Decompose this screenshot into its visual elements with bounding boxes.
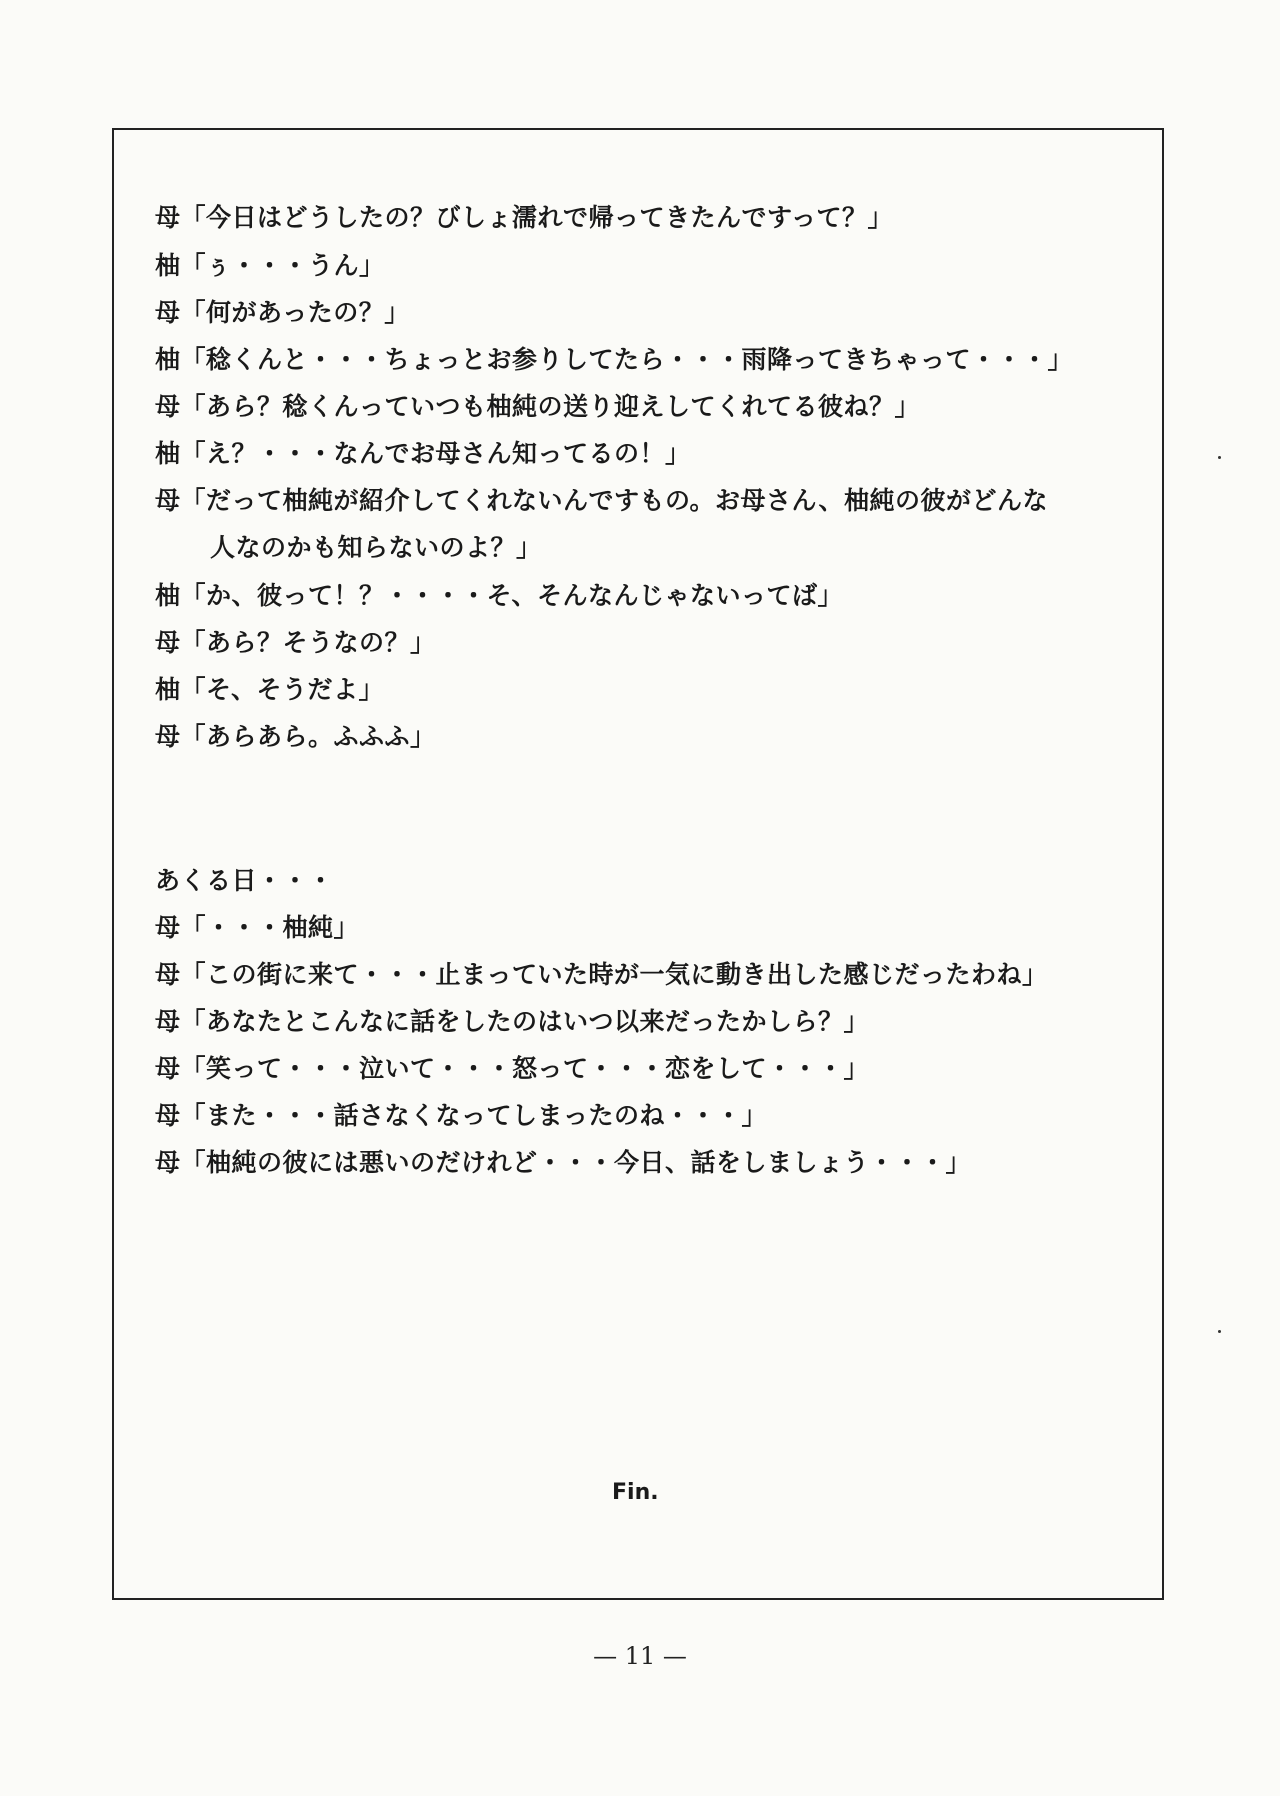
- dialogue-line: 母「この街に来て・・・止まっていた時が一気に動き出した感じだったわね」: [155, 960, 1048, 989]
- dialogue-line: 柚「ぅ・・・うん」: [155, 251, 385, 280]
- dialogue-line: 柚「え？・・・なんでお母さん知ってるの！」: [155, 439, 691, 468]
- dialogue-line: 母「また・・・話さなくなってしまったのね・・・」: [155, 1101, 768, 1130]
- dialogue-line: 母「あら？稔くんっていつも柚純の送り迎えしてくれてる彼ね？」: [155, 392, 921, 421]
- dialogue-line: 母「柚純の彼には悪いのだけれど・・・今日、話をしましょう・・・」: [155, 1148, 972, 1177]
- dialogue-line-continuation: 人なのかも知らないのよ？」: [210, 533, 542, 562]
- scan-speck: [1218, 1330, 1221, 1333]
- dialogue-line: 母「あなたとこんなに話をしたのはいつ以来だったかしら？」: [155, 1007, 870, 1036]
- dialogue-line: 柚「か、彼って！？・・・・そ、そんなんじゃないってば」: [155, 581, 844, 610]
- dialogue-line: 母「今日はどうしたの？びしょ濡れで帰ってきたんですって？」: [155, 203, 894, 232]
- scan-speck: [1218, 456, 1221, 459]
- dialogue-line: 柚「そ、そうだよ」: [155, 675, 385, 704]
- dialogue-line: 母「あらあら。ふふふ」: [155, 722, 436, 751]
- page-number: — 11 —: [593, 1642, 687, 1670]
- scene-transition: あくる日・・・: [155, 866, 334, 895]
- dialogue-line: 母「・・・柚純」: [155, 913, 360, 942]
- fin-label: Fin.: [612, 1480, 659, 1505]
- dialogue-line: 母「あら？そうなの？」: [155, 628, 436, 657]
- dialogue-line: 母「だって柚純が紹介してくれないんですもの。お母さん、柚純の彼がどんな: [155, 486, 1049, 515]
- dialogue-line: 柚「稔くんと・・・ちょっとお参りしてたら・・・雨降ってきちゃって・・・」: [155, 345, 1074, 374]
- dialogue-line: 母「笑って・・・泣いて・・・怒って・・・恋をして・・・」: [155, 1054, 870, 1083]
- dialogue-line: 母「何があったの？」: [155, 298, 410, 327]
